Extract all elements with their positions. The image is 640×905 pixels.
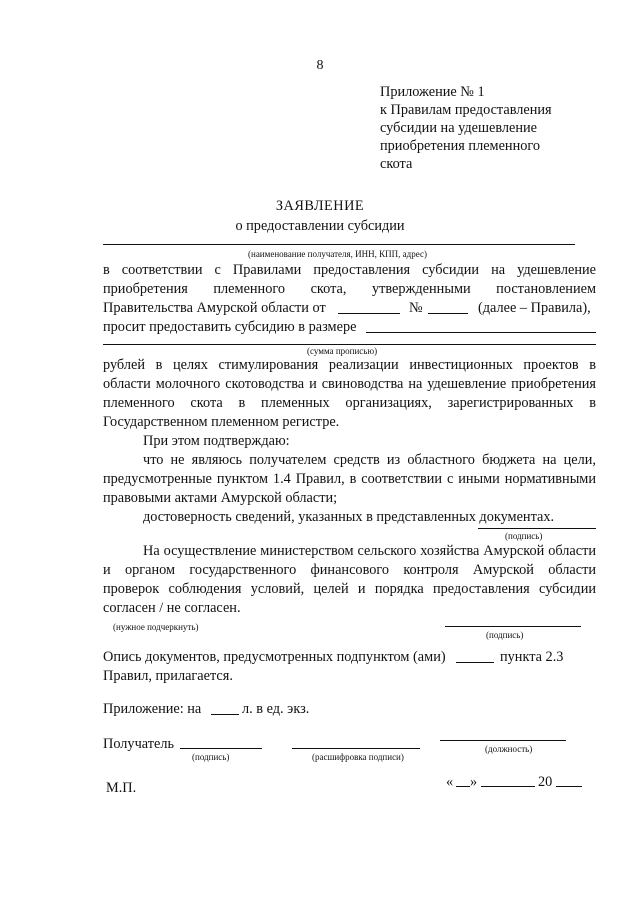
body-line: При этом подтверждаю: (143, 433, 290, 449)
document-title: ЗАЯВЛЕНИЕ (275, 198, 365, 214)
body-line: достоверность сведений, указанных в представленных документах. (143, 509, 555, 525)
signature-hint-3: (подпись) (192, 752, 230, 762)
body-line: правовыми актами Амурской области; (103, 490, 338, 506)
consent-line: согласен / не согласен. (103, 600, 241, 616)
underline-hint: (нужное подчеркнуть) (113, 622, 199, 632)
body-line: племенного скота в племенных организациях, зарегистрированных в (103, 395, 596, 411)
attachment-suffix: л. в ед. экз. (242, 701, 310, 717)
body-line: области молочного скотоводства и свиноводства на удешевление приобретения (103, 376, 596, 392)
decree-date-field[interactable] (338, 313, 400, 314)
body-line: (далее – Правила), (478, 300, 591, 316)
body-line: Государственном племенном регистре. (103, 414, 340, 430)
appendix-line: скота (380, 156, 413, 172)
seal-label: М.П. (106, 780, 137, 796)
body-line: что не являюсь получателем средств из областного бюджета на цели, (143, 452, 596, 468)
inventory-line: Правил, прилагается. (103, 668, 233, 684)
body-line: в соответствии с Правилами предоставления субсидии на удешевление (103, 262, 596, 278)
body-line: Правительства Амурской области от (103, 300, 326, 316)
position-hint: (должность) (485, 744, 533, 754)
date-year-field[interactable] (556, 786, 582, 787)
date-month-field[interactable] (481, 786, 535, 787)
consent-line: и органом государственного финансового контроля Амурской области (103, 562, 596, 578)
amount-words-hint: (сумма прописью) (307, 346, 378, 356)
body-line: приобретения племенного скота, утвержденными постановлением (103, 281, 596, 297)
number-sign: № (409, 300, 423, 316)
page-number: 8 (316, 58, 324, 73)
recipient-signature-field[interactable] (180, 748, 262, 749)
subsidy-amount-field[interactable] (366, 332, 596, 333)
body-line: просит предоставить субсидию в размере (103, 319, 357, 335)
body-line: предусмотренные пунктом 1.4 Правил, в соответствии с иными нормативными (103, 471, 596, 487)
inventory-line: Опись документов, предусмотренных подпунктом (ами) (103, 649, 446, 665)
appendix-line: приобретения племенного (380, 138, 541, 154)
recipient-field-line[interactable] (103, 244, 575, 245)
appendix-line: Приложение № 1 (380, 84, 485, 100)
date-quote-close: » (470, 774, 478, 790)
date-quote-open: « (446, 774, 454, 790)
appendix-line: субсидии на удешевление (380, 120, 538, 136)
signature-decoding-field[interactable] (292, 748, 420, 749)
subparagraph-field[interactable] (456, 662, 494, 663)
recipient-hint: (наименование получателя, ИНН, КПП, адрес) (248, 249, 427, 259)
signature-field-2[interactable] (445, 626, 581, 627)
amount-words-field[interactable] (103, 344, 596, 345)
signature-field[interactable] (478, 528, 596, 529)
decree-number-field[interactable] (428, 313, 468, 314)
pages-count-field[interactable] (211, 714, 239, 715)
consent-line: проверок соблюдения условий, целей и порядка предоставления субсидии (103, 581, 596, 597)
appendix-block (380, 83, 610, 173)
date-day-field[interactable] (456, 786, 470, 787)
consent-line: На осуществление министерством сельского хозяйства Амурской области (143, 543, 596, 559)
date-year-prefix: 20 (538, 774, 553, 790)
document-subtitle: о предоставлении субсидии (235, 218, 405, 234)
body-line: рублей в целях стимулирования реализации инвестиционных проектов в (103, 357, 596, 373)
decoding-hint: (расшифровка подписи) (312, 752, 404, 762)
appendix-line: к Правилам предоставления (380, 102, 552, 118)
signature-hint-2: (подпись) (486, 630, 524, 640)
recipient-label: Получатель (103, 736, 174, 752)
signature-hint: (подпись) (505, 531, 543, 541)
attachment-label: Приложение: на (103, 701, 202, 717)
inventory-line: пункта 2.3 (500, 649, 564, 665)
position-field[interactable] (440, 740, 566, 741)
